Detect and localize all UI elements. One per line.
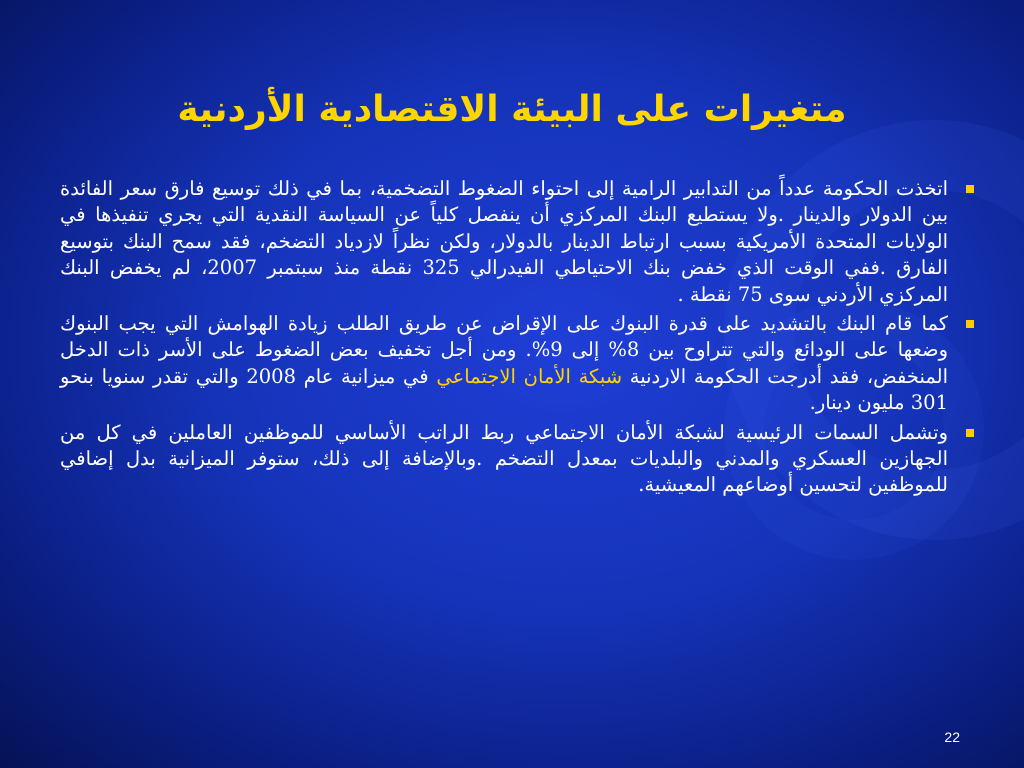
bullet-item-3 [60,420,976,499]
slide-title: متغيرات على البيئة الاقتصادية الأردنية [177,89,847,131]
page-number: 22 [944,729,960,745]
bullet-item-1 [60,176,976,308]
square-bullet-icon [966,320,974,328]
bullet-text-before: كما قام البنك بالتشديد على قدرة البنوك على الإقراض عن طريق الطلب زيادة الهوامش التي يجب البنوك وضعها على الودائع والتي تتراوح بين 8% إلى 9%. ومن أجل تخفيف بعض الضغوط على الأسر ذات الدخل المنخفض، فقد أدرجت الحكومة الاردنية [60,312,949,388]
bullet-item-2 [60,311,976,417]
square-bullet-icon [966,185,974,193]
highlighted-term: شبكة الأمان الاجتماعي [436,364,623,388]
bullet-text-after: في ميزانية عام 2008 والتي تقدر سنويا بنحو 301 مليون دينار. [60,364,948,415]
bullet-text: اتخذت الحكومة عدداً من التدابير الرامية إلى احتواء الضغوط التضخمية، بما في ذلك توسيع فارق سعر الفائدة بين الدولار والدينار .ولا يستطيع البنك المركزي أن ينفصل كلياً عن السياسة النقدية التي يجري تنفيذها في الولايات المتحدة الأمريكية بسبب ارتباط الدينار بالدولار، ولكن نظراً لازدياد التضخم، فقد سمح البنك بتوسيع الفارق .ففي الوقت الذي خفض بنك الاحتياطي الفيدرالي 325 نقطة منذ سبتمبر 2007، لم يخفض البنك المركزي الأردني سوى 75 نقطة . [60,177,948,306]
bullet-text: وتشمل السمات الرئيسية لشبكة الأمان الاجتماعي ربط الراتب الأساسي للموظفين العاملين في كل من الجهازين العسكري والمدني والبلديات بمعدل التضخم .وبالإضافة إلى ذلك، ستوفر الميزانية بدل إضافي للموظفين لتحسين أوضاعهم المعيشية. [60,420,948,497]
slide-body [60,176,976,502]
square-bullet-icon [966,429,974,437]
